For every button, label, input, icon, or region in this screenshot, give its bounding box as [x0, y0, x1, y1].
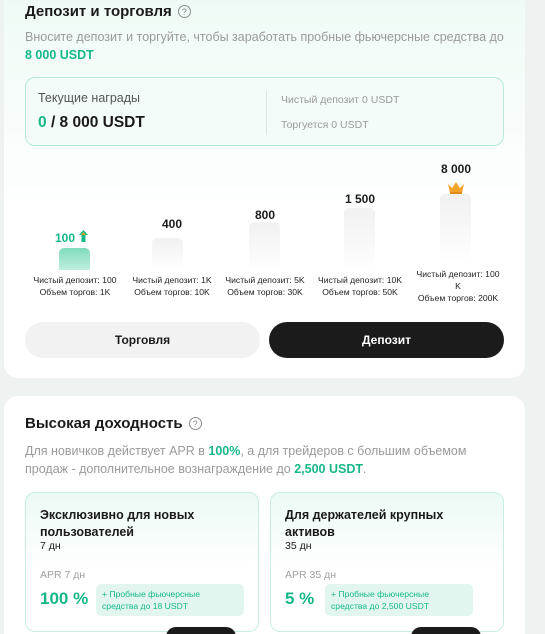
- tier-3-deposit: Чистый депозит: 5K: [225, 275, 305, 285]
- tier-4-volume: Объем торгов: 50K: [322, 287, 398, 297]
- tier-5-volume: Объем торгов: 200K: [417, 293, 499, 303]
- tier-4-bar: [344, 208, 375, 270]
- deposit-description: [25, 28, 505, 64]
- tier-3-caption: [217, 274, 313, 298]
- deposit-section-title: [25, 3, 191, 20]
- tier-1-bar: [59, 248, 90, 270]
- tier-2-amount: 400: [161, 217, 183, 231]
- subscribe-button[interactable]: [411, 627, 481, 634]
- product-card-large-holders[interactable]: [270, 492, 504, 632]
- high-yield-card: [4, 396, 525, 634]
- apr-value: 5 %: [285, 589, 315, 608]
- deposit-button[interactable]: Депозит: [269, 322, 504, 358]
- trade-button[interactable]: Торговля: [25, 322, 260, 358]
- net-deposit-status: Чистый депозит 0 USDT: [281, 94, 400, 106]
- subscribe-button[interactable]: [166, 627, 236, 634]
- apr-label: APR 7 дн: [40, 569, 86, 581]
- gift-icon: [78, 230, 89, 243]
- product-card-new-users[interactable]: [25, 492, 259, 632]
- tier-5-caption: [408, 268, 508, 304]
- tier-3: [225, 170, 305, 270]
- tier-3-amount: 800: [254, 208, 276, 222]
- product-title: Для держателей крупных активов: [285, 508, 444, 539]
- tier-3-volume: Объем торгов: 30K: [227, 287, 303, 297]
- apr-label: APR 35 дн: [285, 569, 337, 581]
- traded-status: Торгуется 0 USDT: [281, 119, 369, 131]
- yield-desc-amount: 2,500 USDT: [294, 462, 363, 476]
- tier-2-deposit: Чистый депозит: 1K: [132, 275, 212, 285]
- tier-4-amount: 1 500: [344, 192, 376, 206]
- current-rewards-panel: [25, 77, 504, 146]
- product-title: Эксклюзивно для новых пользователей: [40, 508, 195, 539]
- tier-1-deposit: Чистый депозит: 100: [33, 275, 117, 285]
- rewards-current: 0: [38, 114, 47, 131]
- yield-desc-prefix: Для новичков действует APR в: [25, 444, 209, 458]
- product-duration: 7 дн: [40, 540, 61, 552]
- tier-2-volume: Объем торгов: 10K: [134, 287, 210, 297]
- deposit-desc-amount: 8 000 USDT: [25, 48, 94, 62]
- tier-1: [34, 170, 114, 270]
- divider: [266, 91, 267, 135]
- tier-2: [132, 170, 212, 270]
- tier-1-amount: [55, 230, 89, 245]
- deposit-title-text: Депозит и торговля: [25, 3, 172, 20]
- tier-2-bar: [152, 238, 183, 270]
- tier-4: [320, 170, 400, 270]
- rewards-total: / 8 000 USDT: [50, 114, 145, 131]
- tier-1-amount-text: 100: [55, 231, 76, 245]
- product-duration: 35 дн: [285, 540, 312, 552]
- tier-5-bar: [440, 194, 471, 262]
- tier-5-amount: 8 000: [440, 162, 472, 176]
- tier-5-deposit-cont: K: [455, 281, 461, 291]
- rewards-value: [38, 114, 145, 132]
- tier-3-bar: [249, 222, 280, 270]
- rewards-label: Текущие награды: [38, 91, 141, 105]
- yield-desc-suffix: .: [362, 462, 367, 476]
- bonus-badge: + Пробные фьючерсные средства до 18 USDT: [96, 584, 244, 616]
- yield-title-text: Высокая доходность: [25, 415, 183, 432]
- tier-2-caption: [124, 274, 220, 298]
- help-icon[interactable]: ?: [178, 5, 191, 18]
- tier-1-volume: Объем торгов: 1K: [39, 287, 111, 297]
- deposit-desc-text: Вносите депозит и торгуйте, чтобы заработать пробные фьючерсные средства до: [25, 30, 504, 44]
- bonus-badge: + Пробные фьючерсные средства до 2,500 USDT: [325, 584, 473, 616]
- tier-5-deposit: Чистый депозит: 100: [416, 269, 500, 279]
- yield-section-title: [25, 415, 202, 432]
- apr-value: 100 %: [40, 589, 89, 608]
- tier-4-deposit: Чистый депозит: 10K: [318, 275, 402, 285]
- tier-5: [416, 162, 496, 270]
- tier-4-caption: [312, 274, 408, 298]
- tier-1-caption: [27, 274, 123, 298]
- help-icon[interactable]: ?: [189, 417, 202, 430]
- yield-description: [25, 442, 505, 478]
- yield-desc-apr: 100%: [208, 444, 241, 458]
- crown-icon: [447, 181, 465, 195]
- yield-desc-middle: , а для трейдеров с большим объемом продаж - дополнительное вознаграждение до: [25, 444, 467, 476]
- deposit-trade-card: [4, 0, 525, 378]
